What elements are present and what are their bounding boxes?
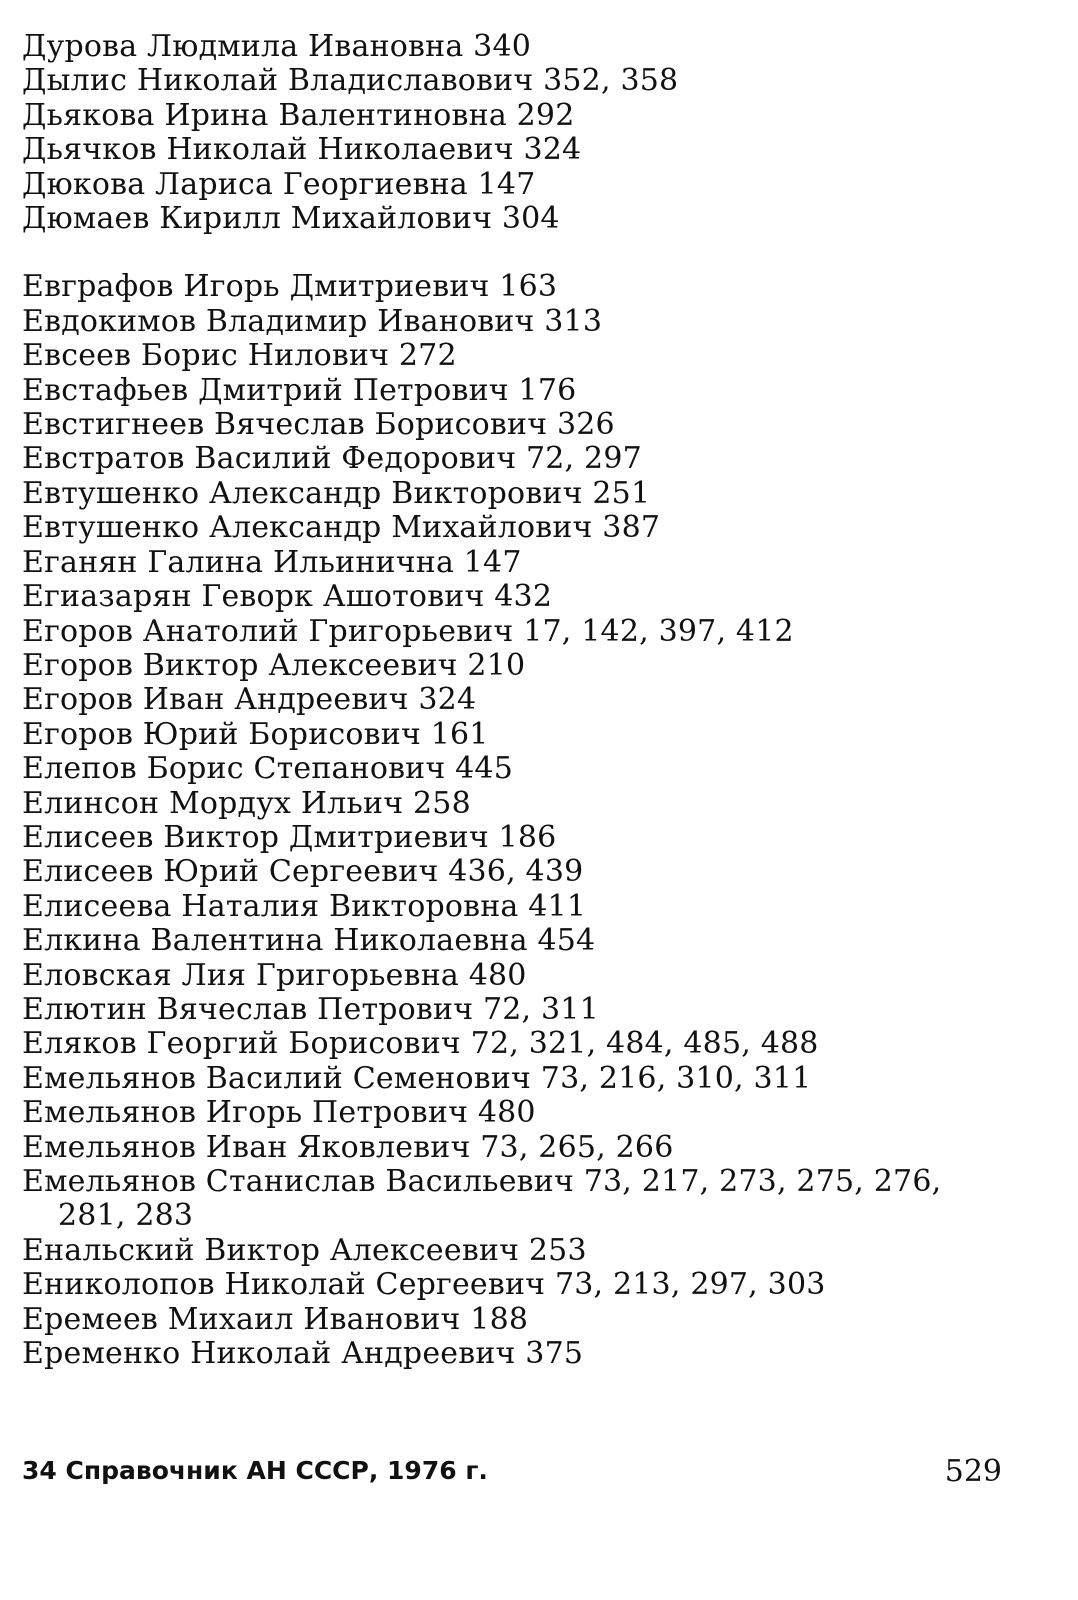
index-entry: Ениколопов Николай Сергеевич 73, 213, 297, 303 — [22, 1267, 826, 1303]
index-entry: Емельянов Иван Яковлевич 73, 265, 266 — [22, 1129, 674, 1165]
index-entry: Егоров Юрий Борисович 161 — [22, 716, 489, 752]
index-entry: Емельянов Станислав Васильевич 73, 217, 273, 275, 276, — [22, 1164, 942, 1199]
index-entry: Евтушенко Александр Михайлович 387 — [22, 510, 661, 546]
index-entry: Евтушенко Александр Викторович 251 — [22, 475, 651, 511]
index-entry: Елепов Борис Степанович 445 — [22, 751, 513, 787]
index-entry: Елинсон Мордух Ильич 258 — [22, 785, 471, 821]
index-page — [22, 30, 1042, 1371]
index-entry: Евстратов Василий Федорович 72, 297 — [22, 441, 642, 477]
index-entry: Евстафьев Дмитрий Петрович 176 — [22, 372, 577, 408]
index-entry: Егоров Иван Андреевич 324 — [22, 682, 477, 718]
index-entry: Еловская Лия Григорьевна 480 — [22, 957, 527, 993]
index-entry: Еремеев Михаил Иванович 188 — [22, 1301, 529, 1337]
index-entry: Елисеев Виктор Дмитриевич 186 — [22, 819, 557, 855]
index-entry: Евдокимов Владимир Иванович 313 — [22, 303, 603, 339]
index-entry: Емельянов Игорь Петрович 480 — [22, 1095, 536, 1131]
index-entry: Дьячков Николай Николаевич 324 — [22, 132, 582, 168]
index-entry: Емельянов Василий Семенович 73, 216, 310, 311 — [22, 1060, 812, 1096]
index-entry: Елисеев Юрий Сергеевич 436, 439 — [22, 854, 584, 890]
index-entry: Евсеев Борис Нилович 272 — [22, 338, 457, 374]
index-entry: Дьякова Ирина Валентиновна 292 — [22, 97, 575, 133]
index-entry: Дурова Людмила Ивановна 340 — [22, 29, 532, 64]
index-entry: Дылис Николай Владиславович 352, 358 — [22, 63, 679, 99]
index-entry: Егоров Анатолий Григорьевич 17, 142, 397, 412 — [22, 613, 794, 649]
index-entry: Дюкова Лариса Георгиевна 147 — [22, 166, 536, 202]
printer-signature: 34 Справочник АН СССР, 1976 г. — [22, 1456, 488, 1485]
index-entry: Елютин Вячеслав Петрович 72, 311 — [22, 991, 599, 1027]
index-entry: Еременко Николай Андреевич 375 — [22, 1336, 584, 1372]
index-group-e — [22, 270, 1042, 1371]
index-entry: Евграфов Игорь Дмитриевич 163 — [22, 269, 558, 305]
page-number: 529 — [944, 1454, 1002, 1489]
index-entry: Дюмаев Кирилл Михайлович 304 — [22, 201, 560, 237]
index-entry: Евстигнеев Вячеслав Борисович 326 — [22, 407, 615, 443]
index-entry: Елкина Валентина Николаевна 454 — [22, 923, 596, 959]
index-entry-continuation: 281, 283 — [58, 1198, 194, 1234]
index-entry: Егиазарян Геворк Ашотович 432 — [22, 579, 553, 615]
index-group-d — [22, 30, 1042, 236]
page-footer — [22, 1454, 1002, 1494]
index-entry: Еляков Георгий Борисович 72, 321, 484, 485, 488 — [22, 1026, 819, 1062]
index-entry: Егоров Виктор Алексеевич 210 — [22, 647, 526, 683]
index-entry: Еганян Галина Ильинична 147 — [22, 544, 522, 580]
index-entry: Елисеева Наталия Викторовна 411 — [22, 888, 587, 924]
index-entry: Енальский Виктор Алексеевич 253 — [22, 1232, 587, 1268]
